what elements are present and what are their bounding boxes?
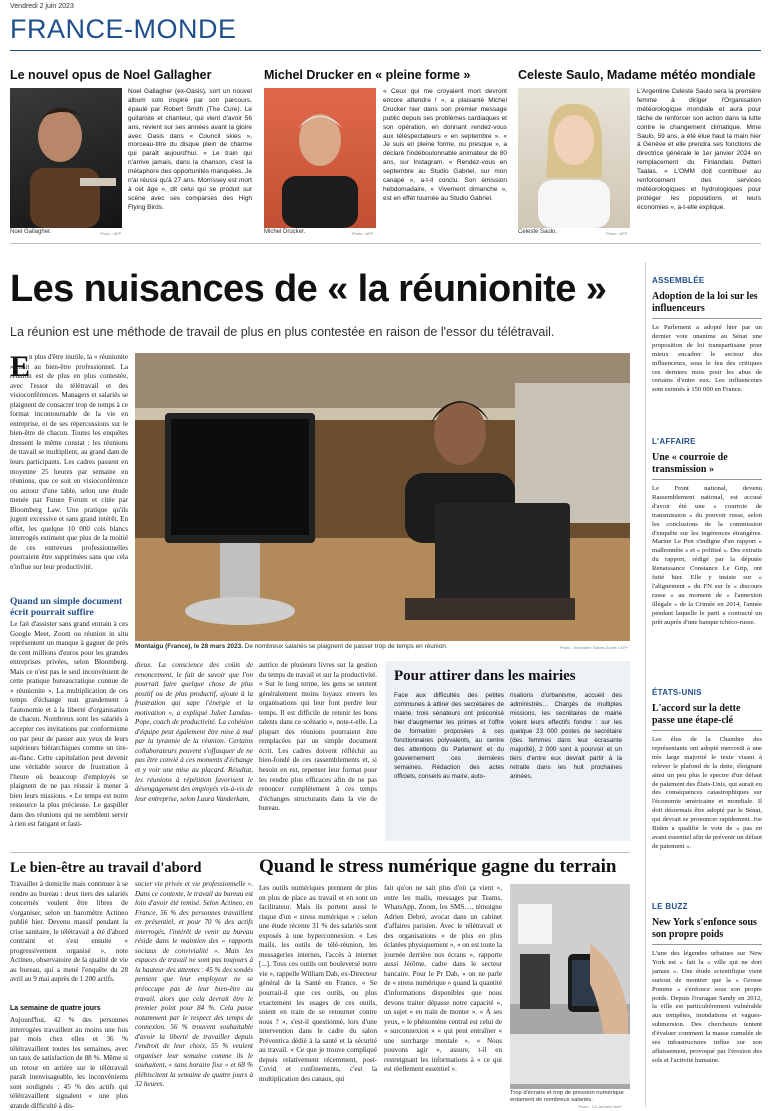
gallagher-photo <box>10 88 122 228</box>
main-photo-caption-text: De nombreux salariés se plaignent de passer trop de temps en réunion. <box>244 643 448 650</box>
sidebar-rule <box>652 318 762 319</box>
bienetre-col1: Travailler à domicile mais continuer à se rendre au bureau : deux tiers des salariés concernés veulent être libres de s'organiser, selon un baromètre Actineo publié hier. Devenu massif pendant la crise sanitaire, le télétravail a été d'abord contraint et s'est ensuite « progressivement organisé », note Actineo, observatoire de la qualité de vie au bureau, qui a mené l'enquête du 28 avril au 9 mai auprès de 1 200 actifs. <box>10 880 128 984</box>
mairies-title: Pour attirer dans les mairies <box>394 668 576 684</box>
sidebar-title-assemblee: Adoption de la loi sur les influenceurs <box>652 291 758 314</box>
stress-col1: Les outils numériques prennent de plus en plus de place au travail et en sont un facilitateur. Mais ils portent aussi le risque d'un « stress numérique » : selon une étude récente 31 % des salariés sont exposés à une hyperconnexion. « Les mails, les outils de télé-réunion, les messageries internes, l'accès à internet [...]. Tous ces outils ont bouleversé notre vie », rappelle William Dab, ex-Directeur général de la Santé en France. « Se pourrait-il que ces outils, ou plus exactement les usages de ces outils, soient en train de se retourner contre nous ? », s'est-il questionné, lors d'une intervention dans le cadre du salon Préventica dédié à la santé et la sécurité au travail. « Ce que je trouve compliqué depuis relativement récemment, post-Covid et confinements, c'est la multiplication des canaux, qui <box>259 884 377 1083</box>
main-photo-caption <box>135 643 565 650</box>
sidebar-body-etats-unis: Les élus de la Chambre des représentants ont adopté mercredi à une très large majorité le texte visant à relever le plafond de la dette, éloignant ainsi un peu plus le spectre d'un défaut de paiement des États-Unis, qui aurait eu des conséquences catastrophiques sur l'économie américaine et mondiale. Il doit désormais être adopté par le Sénat, qui devrait se prononcer rapidement. Joe Biden a qualifié le vote de « pas en avant essentiel afin de prévenir un défaut de paiement ». <box>652 736 762 850</box>
brief-credit-saulo: Photo : AFP <box>606 231 628 236</box>
brief-credit-gallagher: Photo : AFP <box>100 231 122 236</box>
page-date: Vendredi 2 juin 2023 <box>10 3 74 10</box>
main-photo-credit: Photo : Sébastien Salom-Gomis / AFP <box>560 645 628 650</box>
brief-body-drucker: « Ceux qui me croyaient mort devront encore attendre ! », a plaisanté Michel Drucker hier dans son premier message public depuis ses problèmes cardiaques et son opération, en donnant rendez-vous aux téléspectateurs « en septembre ». « Je suis en pleine forme, ou presque », a déclaré l'indéboulonnable animateur de 80 ans, sur Instagram. « Rendez-vous en septembre au Studio Gabriel, sur mon canapé », a-t-il conclu. Son émission hebdomadaire, « Vivement dimanche », est en effet tournée au Studio Gabriel. <box>383 88 507 202</box>
briefs-divider <box>10 243 761 244</box>
stress-photo <box>510 884 630 1089</box>
brief-body-saulo: L'Argentine Celeste Saulo sera la première femme à diriger l'Organisation météorologique mondiale et aura pour tâche de renforcer son action dans la lutte contre le changement climatique. Mme Saulo, 59 ans, a été élue haut la main hier à Genève et elle prendra ses fonctions de directrice générale le 1er janvier 2024 en remplacement du Finlandais Petteri Taalas. « L'OMM doit contribuer au renforcement des services météorologiques et hydrologiques pour protéger les populations et leurs économies », a-t-elle expliqué. <box>637 88 761 211</box>
mairies-col1: Face aux difficultés des petites communes à attirer des secrétaires de mairie, trois sénateurs ont préconisé hier d'augmenter les primes et l'offre de formation proposées à ces fonctionnaires polyvalents, au centre des attentions du Parlement et du gouvernement ces dernières semaines. Rédaction des actes officiels, conseils au maire, auto- <box>394 692 504 780</box>
sidebar-divider <box>645 262 646 1107</box>
bienetre-col2: socier vie privée et vie professionnelle ». Dans ce contexte, le travail au bureau est loin d'avoir été remisé. Selon Actineo, en France, 56 % des personnes travaillent en présentiel, et pour 70 % des actifs interrogés, l'intérêt de venir au bureau réside dans le maintien des « rapports sociaux de convivialité ». Mais les espaces de travail ne sont pas toujours à la hauteur des attentes : 45 % des sondés pensent que leur employeur ne se préoccupe pas de leur bien-être au travail, alors que cela devrait être le premier point pour 84 %. Cela passe notamment par le respect des temps de connexion. 56 % trouvent souhaitable d'avoir la liberté de travailler depuis l'endroit de leur choix, 55 % veulent organiser leur semaine comme ils le souhaitent, « sans horaire fixe » et 68 % plébiscitent la semaine de quatre jours à 32 heures. <box>135 880 253 1089</box>
main-col2: dieux. La conscience des coûts de renoncement, le fait de savoir que l'on pourrait faire quelque chose de plus positif ou de plus productif, ajoute à la frustration qui sape l'énergie et la motivation », a expliqué Juliet Landau-Pope, coach de productivité. La cohésion d'équipe peut également être mise à mal par la tyrannie de la réunion. Certains collaborateurs peuvent s'offusquer de ne pas être convié à ces moments d'échange et y voir une mise au placard. Résultat, les réunions à répétition favorisent le désengagement des employés vis-à-vis de leur entreprise, selon Laura Vanderkam, <box>135 661 253 803</box>
sidebar-body-buzz: L'une des légendes urbaines sur New York est « fait la « ville qui ne dort jamais ». Une étude scientifique vient surtout de montrer que la « Grosse Pomme » s'enfonce sous son propre poids. Depuis l'ouragan Sandy en 2012, la ville est particulièrement vulnérable aux tempêtes, inondations et vagues-submersion. Des chercheurs tentent d'évaluer comment la masse cumulée de ses infrastructures influe sur son affaissement, provoqué par l'érosion des sols et l'activité humaine. <box>652 950 762 1064</box>
main-col1-intro: n plus d'être inutile, la « réunionite » nuit au bien-être professionnel. La réunion est de plus en plus contestée, avec l'essor du télétravail et des visioconférences. Managers et salariés se plaignent de consacrer trop de temps à ce format incontournable de la vie en entreprise, et de ses répercussions sur le bien-être de chacun. Toutes les enquêtes dressent le même constat : les réunions de travail se multiplient, au grand dam de leurs participants. Les cadres passent en moyenne 25 heures par semaine en réunions, que ce soit en visioconférence ou autour d'une table, selon une étude menée par Future Forum et citée par Bloomberg Law. Une pratique qu'ils jugent excessive et sans grand intérêt. En effet, les quelque 10 000 cols blancs interrogés estiment que plus de la moitié de ces entrevues professionnelles pourraient être supprimées sans que cela n'influe sur leur productivité. <box>10 353 128 572</box>
stress-photo-caption: Trop d'écrans et trop de pression numérique entament de nombreux salariés. <box>510 1090 624 1103</box>
main-photo-caption-place: Montaigu (France), le 28 mars 2023. <box>135 643 243 650</box>
lower-divider <box>10 852 630 853</box>
bienetre-title: Le bien-être au travail d'abord <box>10 860 202 876</box>
drop-cap: E <box>10 350 31 383</box>
main-col1-more: Le fait d'assister sans grand entrain à ces Google Meet, Zoom ou réunion in situ représentent un manque à gagner de près de cent millions d'euros pour les grandes entreprises privées, selon Bloomberg. Mais ce n'est pas le seul inconvénient de cette pratique bureaucratique connue de « réunionite ». La multiplication de ces temps d'échange nuit grandement à l'autonomie et à la liberté d'organisation de chacun. Nombreux sont les salariés à accepter ces invitations par conformisme ou par peur de passer aux yeux de leurs supérieurs hiérarchiques comme un tire-au-flanc. Cette capitulation peut devenir une véritable source de frustration à l'heure où beaucoup d'employés se plaignent de ne pas réussir à mener à bien leurs missions. « Le temps est notre ressource la plus précieuse. Le gaspiller dans des réunions qui ne semblent servir à rien est fatigant et fasti- <box>10 620 128 829</box>
stress-title: Quand le stress numérique gagne du terrain <box>259 856 617 877</box>
sidebar-rule <box>652 730 762 731</box>
mairies-box <box>385 661 630 841</box>
brief-caption-gallagher: Noel Gallagher. <box>10 229 52 235</box>
brief-credit-drucker: Photo : AFP <box>352 231 374 236</box>
drucker-photo <box>264 88 376 228</box>
main-col1-subhead: Quand un simple document écrit pourrait suffire <box>10 597 123 618</box>
brief-body-gallagher: Noel Gallagher (ex-Oasis), sort un nouvel album solo inspiré par son parcours, épaulé par Robert Smith (The Cure). Le guitariste et chanteur, qui vient d'avoir 56 ans, revient sur ses années avant la gloire avec Oasis dans « Council skies », morceau-titre du disque plein de charme qui paraît aujourd'hui. « Le train qui n'arrive jamais, dans la chanson, c'est la métaphore des opportunités manquées. Je n'ai réussi qu'à 27 ans. Morrissey est mort à cet âge », dit celui qui se produit sur scène avec ses comparses des High Flying Birds. <box>128 88 252 211</box>
sidebar-rule <box>652 479 762 480</box>
brief-caption-drucker: Michel Drucker. <box>264 229 306 235</box>
sidebar-label-affaire: L'AFFAIRE <box>652 437 696 446</box>
bienetre-subhead: La semaine de quatre jours <box>10 1005 101 1012</box>
stress-col2: fait qu'on ne sait plus d'où ça vient », entre les mails, messages par Teams, WhatsApp, Zoom, les SMS…, témoigne Adrien Debré, avocat dans un cabinet d'affaires parisien. Avec le télétravail et des organisations « de plus en plus éclatées physiquement », « on est toute la journée derrière nos écrans », rapporte aussi Jérôme, cadre dans le secteur bancaire. Pour le Pr Dab, « on ne parle de « stress numérique » quand la quantité d'informations disponibles que nous devons traiter dépasse notre capacité », un sujet « en train de monter ». « À ses yeux, « le phénomène central est celui de « surconnexion » « qui peut entraîner « une surcharge mentale ». « Nous pouvons agir », assure, t-il en restreignant les informations à « ce qui est réellement essentiel ». <box>384 884 502 1074</box>
sidebar-label-buzz: LE BUZZ <box>652 902 688 911</box>
sidebar-title-buzz: New York s'enfonce sous son propre poids <box>652 917 757 940</box>
sidebar-rule <box>652 944 762 945</box>
sidebar-body-affaire: Le Front national, devenu Rassemblement national, est accusé d'avoir été une « courroie de transmission » du pouvoir russe, selon les conclusions de la commission d'enquête sur les ingérences étrangères. Marine Le Pen s'indigne d'un rapport « malhonnête » et « politisé ». Des extraits du rapport, rédigé par la députée Renaissance Constance Le Grip, ont fuité hier. Elle y insiste sur « l'alignement » du FN sur le « discours russe » au moment de « l'annexion illégale » de la Crimée en 2014, l'année pendant laquelle le parti a contracté un prêt auprès d'une banque tchéco-russe. <box>652 485 762 626</box>
brief-title-gallagher: Le nouvel opus de Noel Gallagher <box>10 68 212 82</box>
sidebar-body-assemblee: Le Parlement a adopté hier par un dernier vote unanime au Sénat une proposition de loi transpartisane pour mieux encadrer le secteur des influenceurs, sous le feu des critiques ces derniers mois pour les abus de certains d'entre eux. Les influenceurs sont estimés à 150 000 en France. <box>652 324 762 394</box>
brief-title-saulo: Celeste Saulo, Madame météo mondiale <box>518 68 756 82</box>
main-standfirst: La réunion est une méthode de travail de plus en plus contestée en raison de l'essor du télétravail. <box>10 325 555 339</box>
stress-photo-credit: Photo : CC Andrew Neel <box>578 1104 622 1109</box>
section-title: FRANCE-MONDE <box>10 14 237 44</box>
main-col3: autrice de plusieurs livres sur la gestion du temps de travail et sur la productivité. « Sur le long terme, les gens se sentent généralement moins loyaux envers les organisations qui leur font perdre leur temps. Il est difficile de retenir les bons talents dans ce scénario », note-t-elle. La plupart des réunions pourraient être remplacées par un simple document écrit. Les cadres doivent réfléchir au bien-fondé de ces rassemblements et, si besoin en est, repenser leur format pour les rendre plus efficaces afin de ne pas renoncer complètement à ces temps d'échanges structurants dans la vie de bureau. <box>259 661 377 813</box>
mairies-col2: risations d'urbanisme, accueil des administrés… Chargés de multiples missions, les secrétaires de mairie voient leurs effectifs fondre : sur les quelque 23 000 postes de secrétaire (des femmes dans leur écrasante majorité), 2 000 sont à pourvoir et un tiers d'entre eux devrait partir à la retraite dans les huit prochaines années. <box>510 692 622 780</box>
bienetre-col1b: Aujourd'hui, 42 % des personnes interrogées travaillent au moins une fois par mois chez elles et 36 % télétravaillent toutes les semaines, avec un taux de satisfaction de 88 %. Même si un retour en arrière sur le télétravail paraît inenvisageable, les inconvénients sont soulignés : 45 % des actifs qui télétravaillent signalent « une plus grande difficulté à dis- <box>10 1016 128 1108</box>
sidebar-title-etats-unis: L'accord sur la dette passe une étape-clé <box>652 703 741 726</box>
brief-caption-saulo: Celeste Saulo. <box>518 229 558 235</box>
sidebar-label-assemblee: ASSEMBLÉE <box>652 276 705 285</box>
saulo-photo <box>518 88 630 228</box>
brief-title-drucker: Michel Drucker en « pleine forme » <box>264 68 471 82</box>
header-rule <box>10 50 761 51</box>
main-photo <box>135 353 630 641</box>
sidebar-title-affaire: Une « courroie de transmission » <box>652 452 728 475</box>
main-headline: Les nuisances de « la réunionite » <box>10 268 607 310</box>
sidebar-label-etats-unis: ÉTATS-UNIS <box>652 688 702 697</box>
